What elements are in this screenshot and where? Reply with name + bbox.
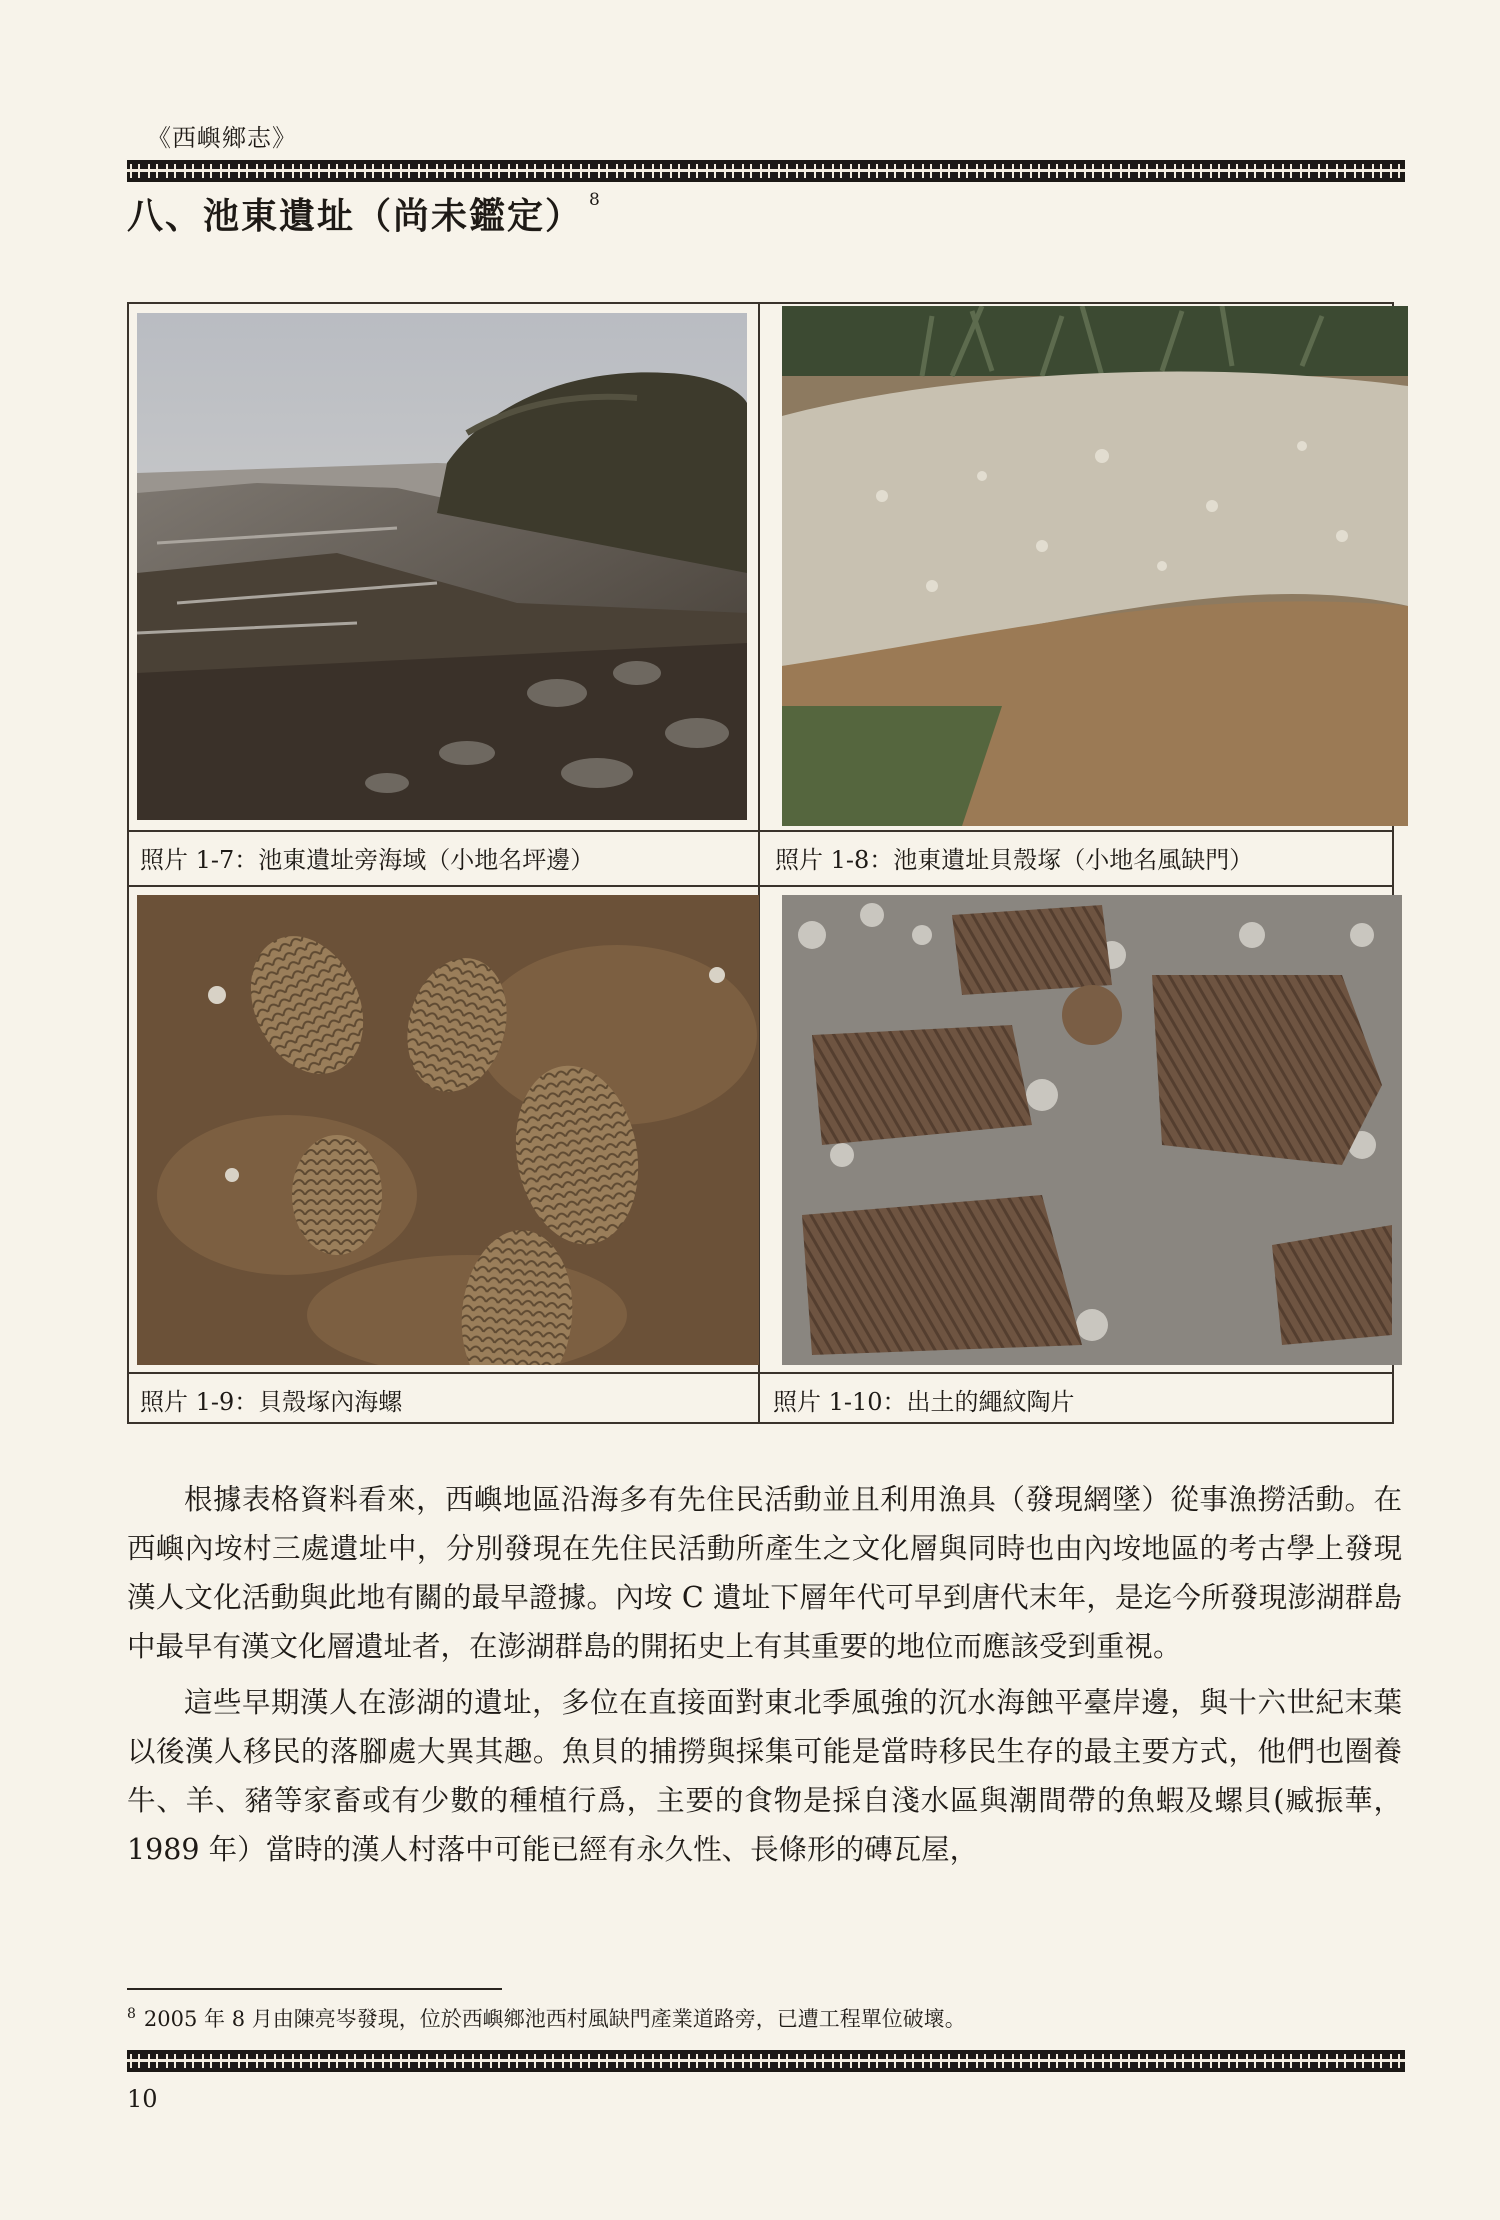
photo-coastal-waters (137, 313, 747, 820)
footnote (127, 2003, 966, 2033)
page-number: 10 (127, 2085, 158, 2113)
photo-table-rule (127, 885, 1394, 887)
photo-table-rule (127, 1372, 1394, 1374)
photo-caption: 照片 1-7：池東遺址旁海域（小地名坪邊） (140, 846, 595, 874)
photo-table-rule (127, 830, 1394, 832)
photo-caption: 照片 1-9：貝殼塚內海螺 (140, 1388, 403, 1416)
footnote-marker: 8 (127, 2006, 136, 2022)
footnote-rule (127, 1988, 502, 1990)
section-title: 八、池東遺址（尚未鑑定） (127, 195, 584, 237)
photo-sea-snails (137, 895, 759, 1365)
photo-shell-midden (782, 306, 1408, 826)
paragraph: 這些早期漢人在澎湖的遺址，多位在直接面對東北季風強的沉水海蝕平臺岸邊，與十六世紀末葉以後漢人移民的落腳處大異其趣。魚貝的捕撈與採集可能是當時移民生存的最主要方式，他們也圈養牛、羊、豬等家畜或有少數的種植行爲，主要的食物是採自淺水區與潮間帶的魚蝦及螺貝(臧振華，1989 年）當時的漢人村落中可能已經有永久性、長條形的磚瓦屋， (127, 1686, 1402, 1866)
photo-caption: 照片 1-10：出土的繩紋陶片 (773, 1388, 1075, 1416)
paragraph: 根據表格資料看來，西嶼地區沿海多有先住民活動並且利用漁具（發現網墜）從事漁撈活動。在西嶼內垵村三處遺址中，分別發現在先住民活動所產生之文化層與同時也由內垵地區的考古學上發現漢人文化活動與此地有關的最早證據。內垵 C 遺址下層年代可早到唐代末年，是迄今所發現澎湖群島中最早有漢文化層遺址者，在澎湖群島的開拓史上有其重要的地位而應該受到重視。 (127, 1483, 1402, 1663)
photo-caption: 照片 1-8：池東遺址貝殼塚（小地名風缺門） (775, 846, 1254, 874)
footnote-text: 2005 年 8 月由陳亮岑發現，位於西嶼鄉池西村風缺門產業道路旁，已遭工程單位破壞。 (143, 2007, 966, 2031)
footnote-reference: 8 (589, 190, 602, 210)
greek-key-border-bottom (127, 2050, 1405, 2072)
photo-cord-marked-pottery (782, 895, 1402, 1365)
body-text (127, 1475, 1402, 1881)
running-head: 《西嶼鄉志》 (147, 124, 297, 152)
section-heading (127, 188, 602, 239)
greek-key-border-top (127, 160, 1405, 182)
